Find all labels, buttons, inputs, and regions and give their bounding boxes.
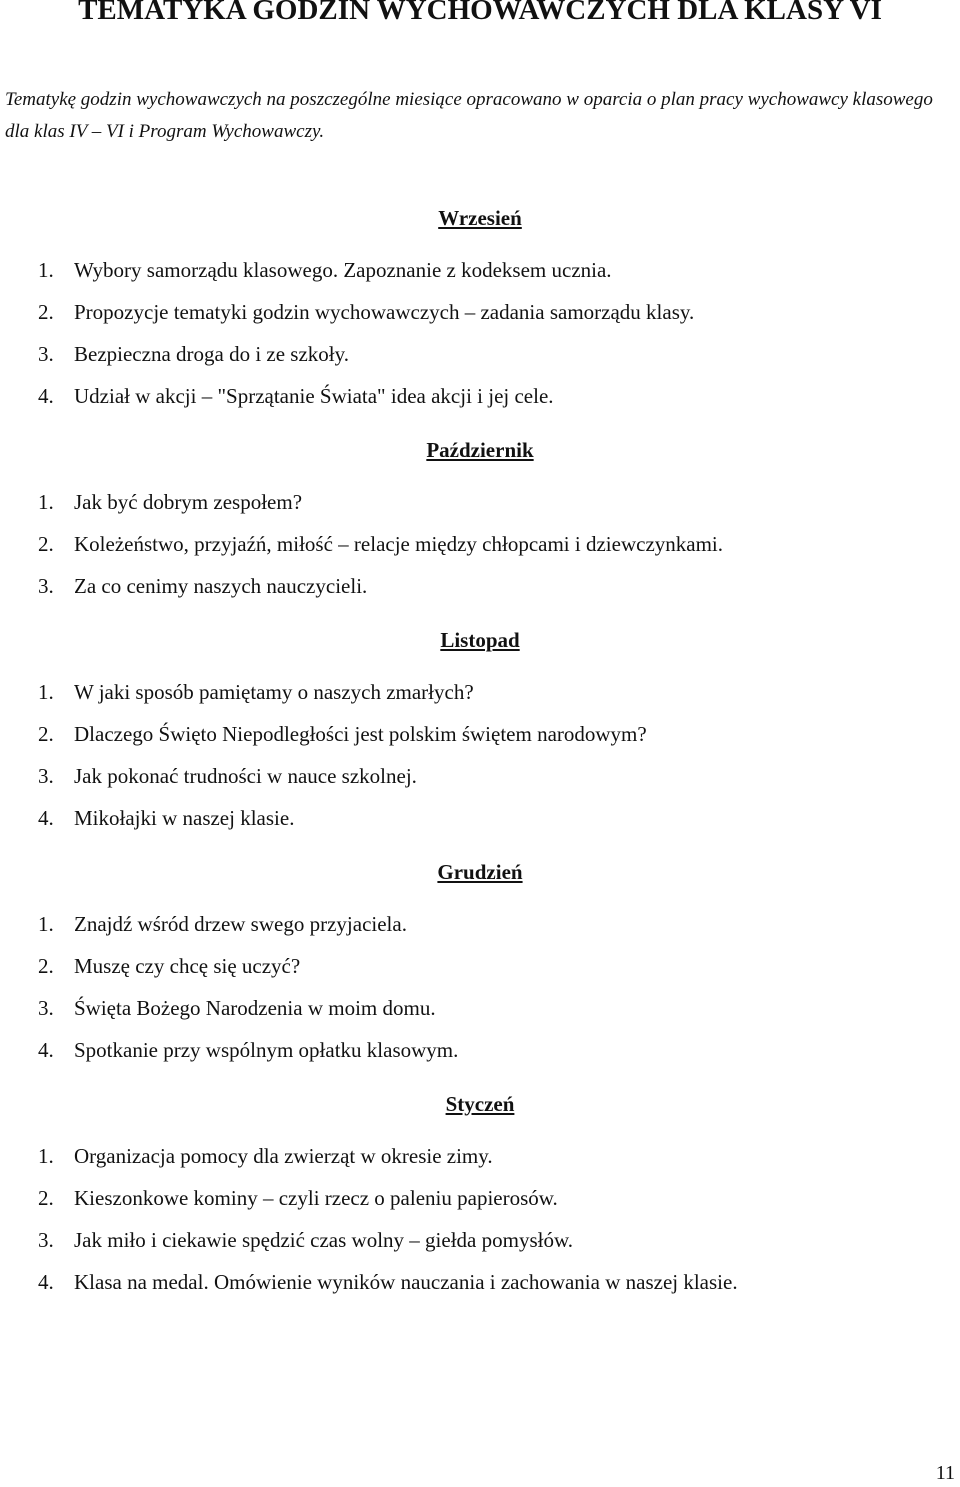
list-item: 4. Spotkanie przy wspólnym opłatku klasowym. xyxy=(38,1038,459,1062)
list-item: 1. Wybory samorządu klasowego. Zapoznanie z kodeksem ucznia. xyxy=(38,258,612,282)
month-heading-wrzesien: Wrzesień xyxy=(438,206,522,230)
list-item: 3. Bezpieczna droga do i ze szkoły. xyxy=(38,342,350,366)
list-item: 3. Za co cenimy naszych nauczycieli. xyxy=(38,574,368,598)
list-item: 4. Udział w akcji – "Sprzątanie Świata" idea akcji i jej cele. xyxy=(38,384,554,408)
month-heading-pazdziernik: Październik xyxy=(426,438,534,462)
list-item: 3. Jak miło i ciekawie spędzić czas wolny – giełda pomysłów. xyxy=(38,1228,574,1252)
list-item: 2. Muszę czy chcę się uczyć? xyxy=(38,954,301,978)
list-item: 1. Organizacja pomocy dla zwierząt w okresie zimy. xyxy=(38,1144,493,1168)
list-item: 1. W jaki sposób pamiętamy o naszych zmarłych? xyxy=(38,680,474,704)
list-item: 2. Propozycje tematyki godzin wychowawczych – zadania samorządu klasy. xyxy=(38,300,695,324)
intro-paragraph: Tematykę godzin wychowawczych na poszczególne miesiące opracowano w oparcia o plan pracy wychowawcy klasowego dla klas IV – VI i Program Wychowawczy. xyxy=(5,89,933,142)
month-heading-grudzien: Grudzień xyxy=(437,860,523,884)
list-item: 4. Klasa na medal. Omówienie wyników nauczania i zachowania w naszej klasie. xyxy=(38,1270,738,1294)
list-item: 3. Jak pokonać trudności w nauce szkolnej. xyxy=(38,764,417,788)
list-item: 1. Znajdź wśród drzew swego przyjaciela. xyxy=(38,912,407,936)
month-heading-styczen: Styczeń xyxy=(445,1092,515,1116)
page-number: 11 xyxy=(935,1462,955,1484)
page-title: TEMATYKA GODZIN WYCHOWAWCZYCH DLA KLASY VI xyxy=(78,0,882,26)
list-item: 1. Jak być dobrym zespołem? xyxy=(38,490,303,514)
list-item: 2. Dlaczego Święto Niepodległości jest polskim świętem narodowym? xyxy=(38,722,647,746)
list-item: 4. Mikołajki w naszej klasie. xyxy=(38,806,295,830)
list-item: 2. Koleżeństwo, przyjaźń, miłość – relacje między chłopcami i dziewczynkami. xyxy=(38,532,724,556)
list-item: 2. Kieszonkowe kominy – czyli rzecz o paleniu papierosów. xyxy=(38,1186,558,1210)
month-heading-listopad: Listopad xyxy=(440,628,520,652)
list-item: 3. Święta Bożego Narodzenia w moim domu. xyxy=(38,996,436,1020)
